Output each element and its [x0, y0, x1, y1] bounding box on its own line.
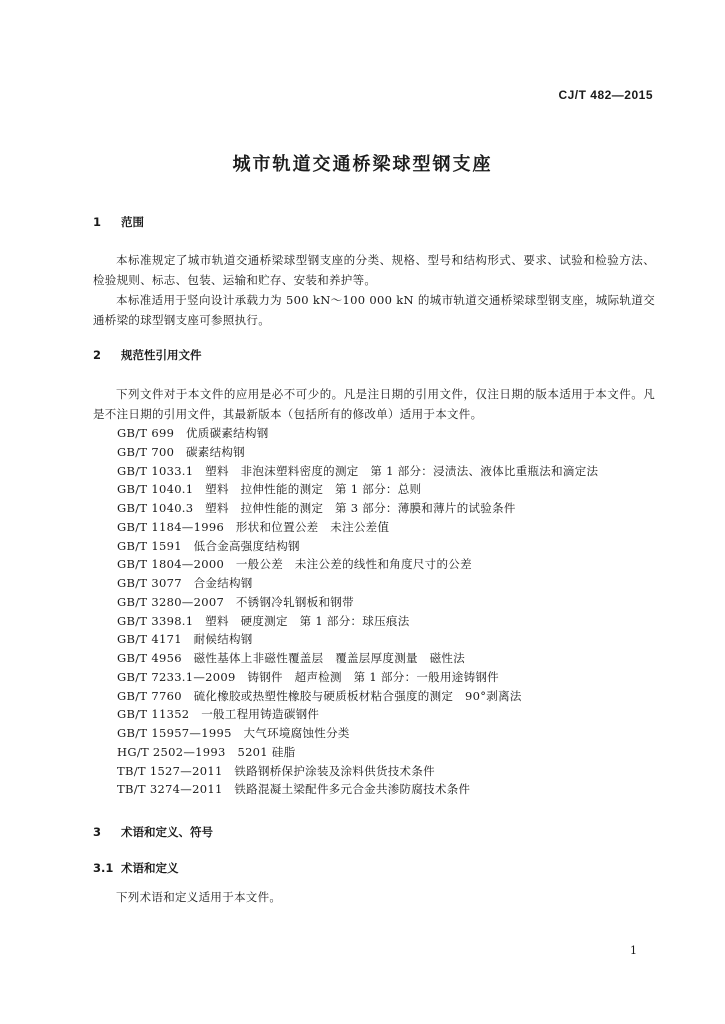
reference-item: GB/T 7233.1—2009 铸钢件 超声检测 第 1 部分：一般用途铸钢件: [117, 669, 499, 684]
reference-item: TB/T 3274—2011 铁路混凝土梁配件多元合金共渗防腐技术条件: [117, 782, 471, 797]
reference-item: GB/T 699 优质碳素结构钢: [117, 426, 269, 440]
section-number: 3.1: [93, 861, 114, 875]
page-number: 1: [630, 944, 637, 957]
reference-item: GB/T 7760 硫化橡胶或热塑性橡胶与硬质板材粘合强度的测定 90°剥离法: [117, 688, 522, 703]
reference-item: GB/T 3077 合金结构钢: [117, 576, 253, 590]
document-title: 城市轨道交通桥梁球型钢支座: [232, 154, 493, 175]
reference-item: GB/T 4171 耐候结构钢: [117, 632, 253, 647]
reference-item: GB/T 3280—2007 不锈钢冷轧钢板和钢带: [117, 594, 354, 609]
reference-item: TB/T 1527—2011 铁路钢桥保护涂装及涂料供货技术条件: [117, 763, 435, 778]
reference-item: HG/T 2502—1993 5201 硅脂: [117, 744, 296, 759]
section-title: 术语和定义、符号: [121, 825, 213, 839]
reference-item: GB/T 15957—1995 大气环境腐蚀性分类: [117, 726, 350, 740]
standard-code: CJ/T 482—2015: [558, 88, 653, 102]
scope-paragraph-2: 本标准适用于竖向设计承载力为 500 kN～100 000 kN 的城市轨道交通桥梁球型钢支座，城际轨道交通桥梁的球型钢支座可参照执行。: [93, 293, 655, 327]
section-number: 3: [93, 825, 102, 839]
reference-item: GB/T 1184—1996 形状和位置公差 未注公差值: [117, 519, 390, 534]
section-heading-terms: [93, 824, 213, 840]
reference-item: GB/T 1804—2000 一般公差 未注公差的线性和角度尺寸的公差: [117, 557, 472, 572]
reference-item: GB/T 3398.1 塑料 硬度测定 第 1 部分：球压痕法: [117, 613, 410, 628]
reference-list: [117, 424, 598, 799]
section-title: 规范性引用文件: [121, 348, 202, 362]
reference-item: GB/T 11352 一般工程用铸造碳钢件: [117, 707, 320, 722]
scope-paragraph-1: 本标准规定了城市轨道交通桥梁球型钢支座的分类、规格、型号和结构形式、要求、试验和检验方法、检验规则、标志、包装、运输和贮存、安装和养护等。: [93, 253, 655, 287]
section-number: 1: [93, 215, 102, 229]
section-title: 术语和定义: [121, 861, 179, 875]
section-number: 2: [93, 348, 102, 362]
reference-item: GB/T 4956 磁性基体上非磁性覆盖层 覆盖层厚度测量 磁性法: [117, 651, 466, 665]
reference-item: GB/T 700 碳素结构钢: [117, 444, 245, 459]
reference-item: GB/T 1040.3 塑料 拉伸性能的测定 第 3 部分：薄膜和薄片的试验条件: [117, 501, 516, 515]
reference-item: GB/T 1033.1 塑料 非泡沫塑料密度的测定 第 1 部分：浸渍法、液体比重瓶法和滴定法: [117, 463, 599, 478]
terms-intro: 下列术语和定义适用于本文件。: [116, 890, 282, 904]
section-heading-scope: [93, 214, 144, 230]
section-title: 范围: [121, 215, 144, 229]
references-intro: 下列文件对于本文件的应用是必不可少的。凡是注日期的引用文件，仅注日期的版本适用于本文件。凡是不注日期的引用文件，其最新版本（包括所有的修改单）适用于本文件。: [93, 387, 655, 421]
reference-item: GB/T 1040.1 塑料 拉伸性能的测定 第 1 部分：总则: [117, 482, 422, 497]
subsection-heading-terms-definitions: [93, 860, 179, 876]
section-heading-normative-references: [93, 347, 202, 363]
reference-item: GB/T 1591 低合金高强度结构钢: [117, 538, 300, 553]
